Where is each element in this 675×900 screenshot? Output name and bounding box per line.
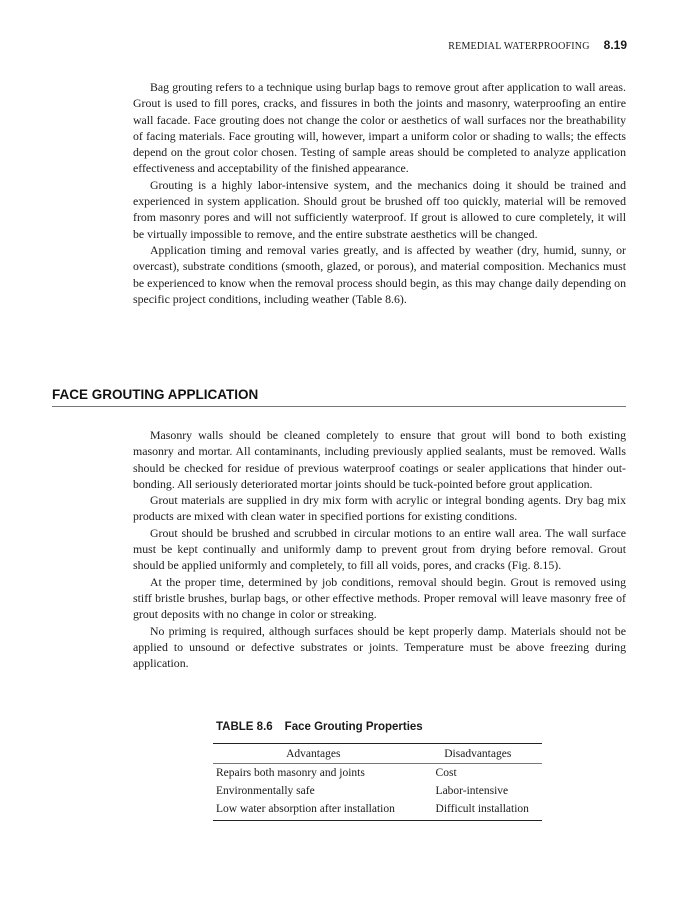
table-cell: Cost bbox=[435, 766, 457, 779]
table-cell: Repairs both masonry and joints bbox=[216, 766, 365, 779]
table-row bbox=[213, 800, 542, 820]
table-header-row bbox=[213, 744, 542, 764]
table-label: TABLE 8.6 bbox=[216, 721, 273, 733]
table-caption bbox=[216, 721, 423, 733]
paragraph: No priming is required, although surfaces should be kept properly damp. Materials should not be applied to unsound or defective substrates or joints. Temperature must be above freezing during application. bbox=[133, 623, 626, 671]
paragraph: Masonry walls should be cleaned completely to ensure that grout will bond to both existing masonry and mortar. All contaminants, including previously applied sealants, must be removed. Walls should be checked for residue of previous waterproof coatings or sealer applications that hinder out-bonding. All seriously deteriorated mortar joints should be tuck-pointed before grout application. bbox=[133, 428, 626, 491]
table-cell: Difficult installation bbox=[435, 802, 529, 815]
table-cell: Low water absorption after installation bbox=[216, 802, 395, 815]
table-row bbox=[213, 764, 542, 783]
running-title: REMEDIAL WATERPROOFING bbox=[448, 41, 590, 52]
paragraph: Grout should be brushed and scrubbed in circular motions to an entire wall area. The wall surface must be kept continually and uniformly damp to prevent grout from drying before removal. Grout should be applied uniformly and completely, to fill all voids, pores, and cracks (Fig. 8.15). bbox=[133, 525, 626, 573]
section-text bbox=[133, 427, 626, 671]
intro-text bbox=[133, 79, 626, 307]
table-cell: Labor-intensive bbox=[435, 784, 509, 797]
column-header: Disadvantages bbox=[414, 744, 542, 764]
table-title: Face Grouting Properties bbox=[284, 721, 423, 733]
paragraph: Application timing and removal varies greatly, and is affected by weather (dry, humid, sunny, or overcast), substrate conditions (smooth, glazed, or porous), and material composition. Mechanics must be experienced to know when the removal process should begin, as this may change daily depending on specific project conditions, including weather (Table 8.6). bbox=[133, 242, 626, 306]
running-header bbox=[448, 38, 627, 52]
paragraph: Bag grouting refers to a technique using burlap bags to remove grout after application to wall areas. Grout is used to fill pores, cracks, and fissures in both the joints and masonry, waterproofing an entire wall facade. Face grouting does not change the color or aesthetics of wall surfaces nor the breathability of facing materials. Face grouting will, however, impart a uniform color or shading to walls; the effects depend on the grout color chosen. Testing of sample areas should be completed to analyze application effectiveness and acceptability of the finished appearance. bbox=[133, 80, 626, 176]
table-row bbox=[213, 782, 542, 800]
page-number: 8.19 bbox=[603, 38, 627, 52]
column-header: Advantages bbox=[213, 744, 414, 764]
section-heading: FACE GROUTING APPLICATION bbox=[52, 387, 626, 407]
paragraph: Grout materials are supplied in dry mix form with acrylic or integral bonding agents. Dry bag mix products are mixed with clean water in specified portions for existing conditions. bbox=[133, 493, 626, 524]
paragraph: Grouting is a highly labor-intensive system, and the mechanics doing it should be trained and experienced in system application. Should grout be brushed off too quickly, material will be removed from masonry pores and will not sufficiently waterproof. If grout is allowed to cure completely, it will be virtually impossible to remove, and the entire substrate aesthetics will be changed. bbox=[133, 177, 626, 241]
table-cell: Environmentally safe bbox=[216, 784, 315, 797]
paragraph: At the proper time, determined by job conditions, removal should begin. Grout is removed using stiff bristle brushes, burlap bags, or other effective methods. Proper removal will leave masonry free of grout deposits with no change in color or streaking. bbox=[133, 574, 626, 622]
properties-table bbox=[213, 743, 542, 821]
